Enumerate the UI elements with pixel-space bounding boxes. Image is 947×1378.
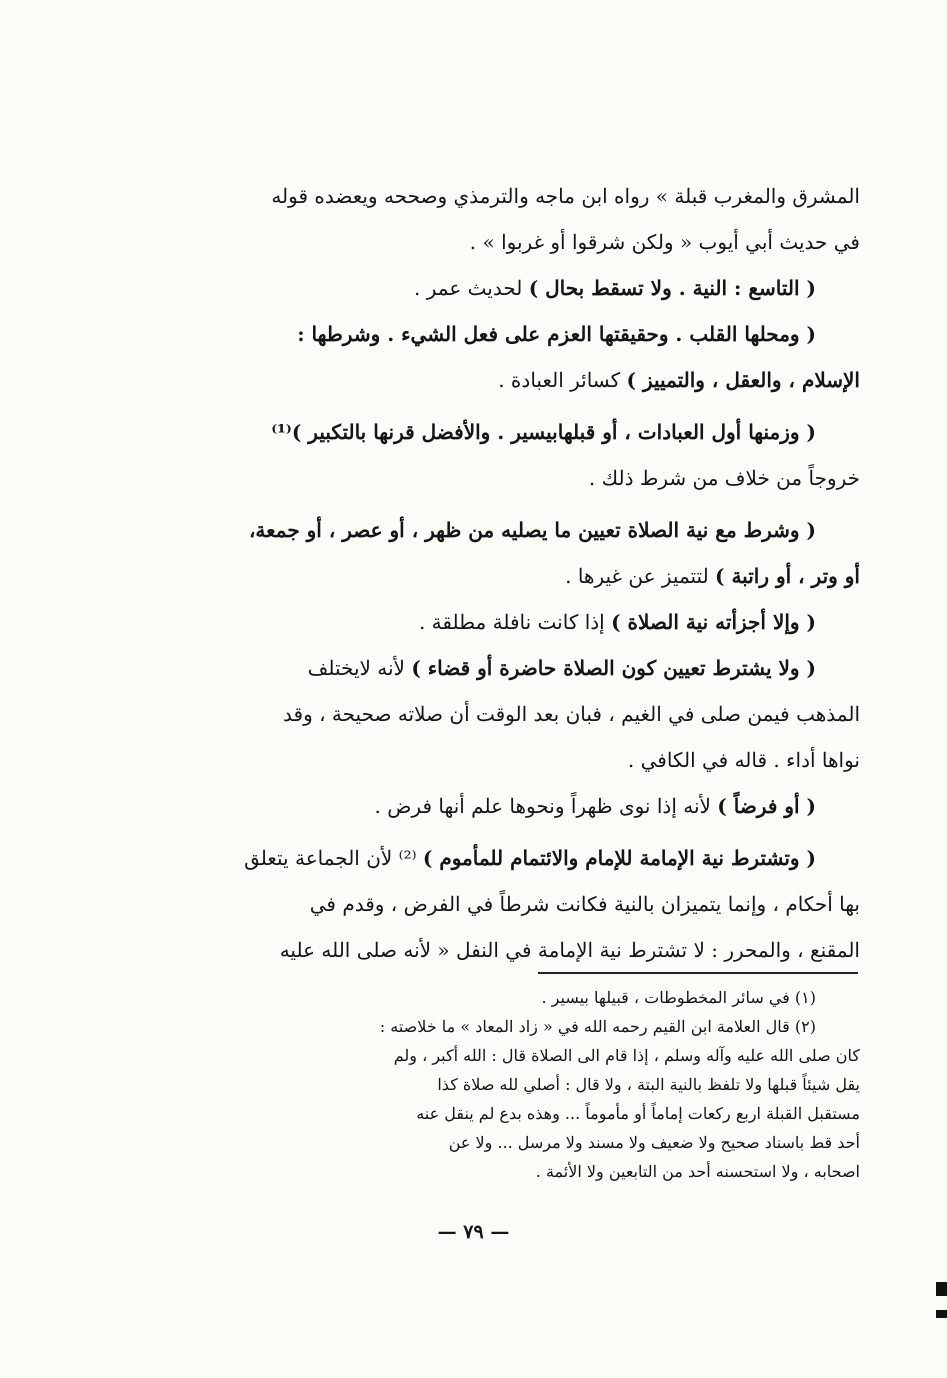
sharh-text: ⁽²⁾ لأن الجماعة يتعلق [244,846,423,870]
text-line: خروجاً من خلاف من شرط ذلك . [588,466,860,490]
footnote-separator [538,972,858,974]
footnotes [218,983,860,1186]
text-line: المشرق والمغرب قبلة » رواه ابن ماجه والترمذي وصححه ويعضده قوله [271,184,860,208]
text-line: المقنع ، والمحرر : لا تشترط نية الإمامة في النفل « لأنه صلى الله عليه [279,938,860,962]
paragraph-taayin: ( وشرط مع نية الصلاة تعيين ما يصليه من ظهر ، أو عصر ، أو جمعة، [248,518,816,542]
text-line: في حديث أبي أيوب « ولكن شرقوا أو غربوا » . [469,230,860,254]
matn-text: ( وإلا أجزأته نية الصلاة ) [611,610,816,634]
footnote-line: مستقبل القبلة اربع ركعات إماماً أو مأموماً ... وهذه بدع لم ينقل عنه [416,1104,860,1123]
footnote-line: يقل شيئاً قبلها ولا تلفظ بالنية البتة ، ولا قال : أصلي لله صلاة كذا [437,1075,860,1094]
sharh-text: لحديث عمر . [414,276,529,300]
matn-text: ( أو فرضاً ) [717,794,816,818]
sharh-text: لأنه لايختلف [307,656,412,680]
sharh-text: إذا كانت نافلة مطلقة . [418,610,612,634]
paragraph-niyyah-time: ( وزمنها أول العبادات ، أو قبلهابيسير . والأفضل قرنها بالتكبير )⁽¹⁾ [271,420,816,444]
matn-text: ( وتشترط نية الإمامة للإمام والائتمام للمأموم ) [422,846,816,870]
text-line [218,553,860,599]
scan-edge-mark [936,1310,947,1318]
paragraph-ada-qada [218,645,860,691]
footnote-line: أحد قط باسناد صحيح ولا ضعيف ولا مسند ولا مرسل ... ولا عن [448,1133,860,1152]
text-line: نواها أداء . قاله في الكافي . [627,748,860,772]
footnote-line: كان صلى الله عليه وآله وسلم ، إذا قام الى الصلاة قال : الله أكبر ، ولم [393,1046,860,1065]
sharh-text: لتتميز عن غيرها . [565,564,716,588]
paragraph-nafila [218,599,860,645]
paragraph-fard [218,783,860,829]
sharh-text: كسائر العبادة . [498,368,627,392]
matn-text: ( التاسع : النية . ولا تسقط بحال ) [528,276,816,300]
paragraph-ninth-pillar [218,265,860,311]
page-number: — ٧٩ — [437,1221,510,1243]
matn-text: ( ولا يشترط تعيين كون الصلاة حاضرة أو قضاء ) [411,656,816,680]
matn-text: الإسلام ، والعقل ، والتمييز ) [626,368,860,392]
text-line: بها أحكام ، وإنما يتميزان بالنية فكانت شرطاً في الفرض ، وقدم في [309,892,860,916]
sharh-text: لأنه إذا نوى ظهراً ونحوها علم أنها فرض . [374,794,718,818]
paragraph-niyyah-place: ( ومحلها القلب . وحقيقتها العزم على فعل الشيء . وشرطها : [297,322,816,346]
text-line: المذهب فيمن صلى في الغيم ، فبان بعد الوقت أن صلاته صحيحة ، وقد [283,702,860,726]
paragraph-imama [218,835,860,881]
scan-edge-mark [936,1282,947,1296]
footnote-1: (١) في سائر المخطوطات ، قبيلها بيسير . [541,988,816,1007]
matn-text: أو وتر ، أو راتبة ) [715,564,860,588]
footnote-line: اصحابه ، ولا استحسنه أحد من التابعين ولا الأئمة . [535,1162,860,1181]
main-text [218,173,860,973]
text-line [218,357,860,403]
footnote-2: (٢) قال العلامة ابن القيم رحمه الله في « زاد المعاد » ما خلاصته : [379,1017,816,1036]
